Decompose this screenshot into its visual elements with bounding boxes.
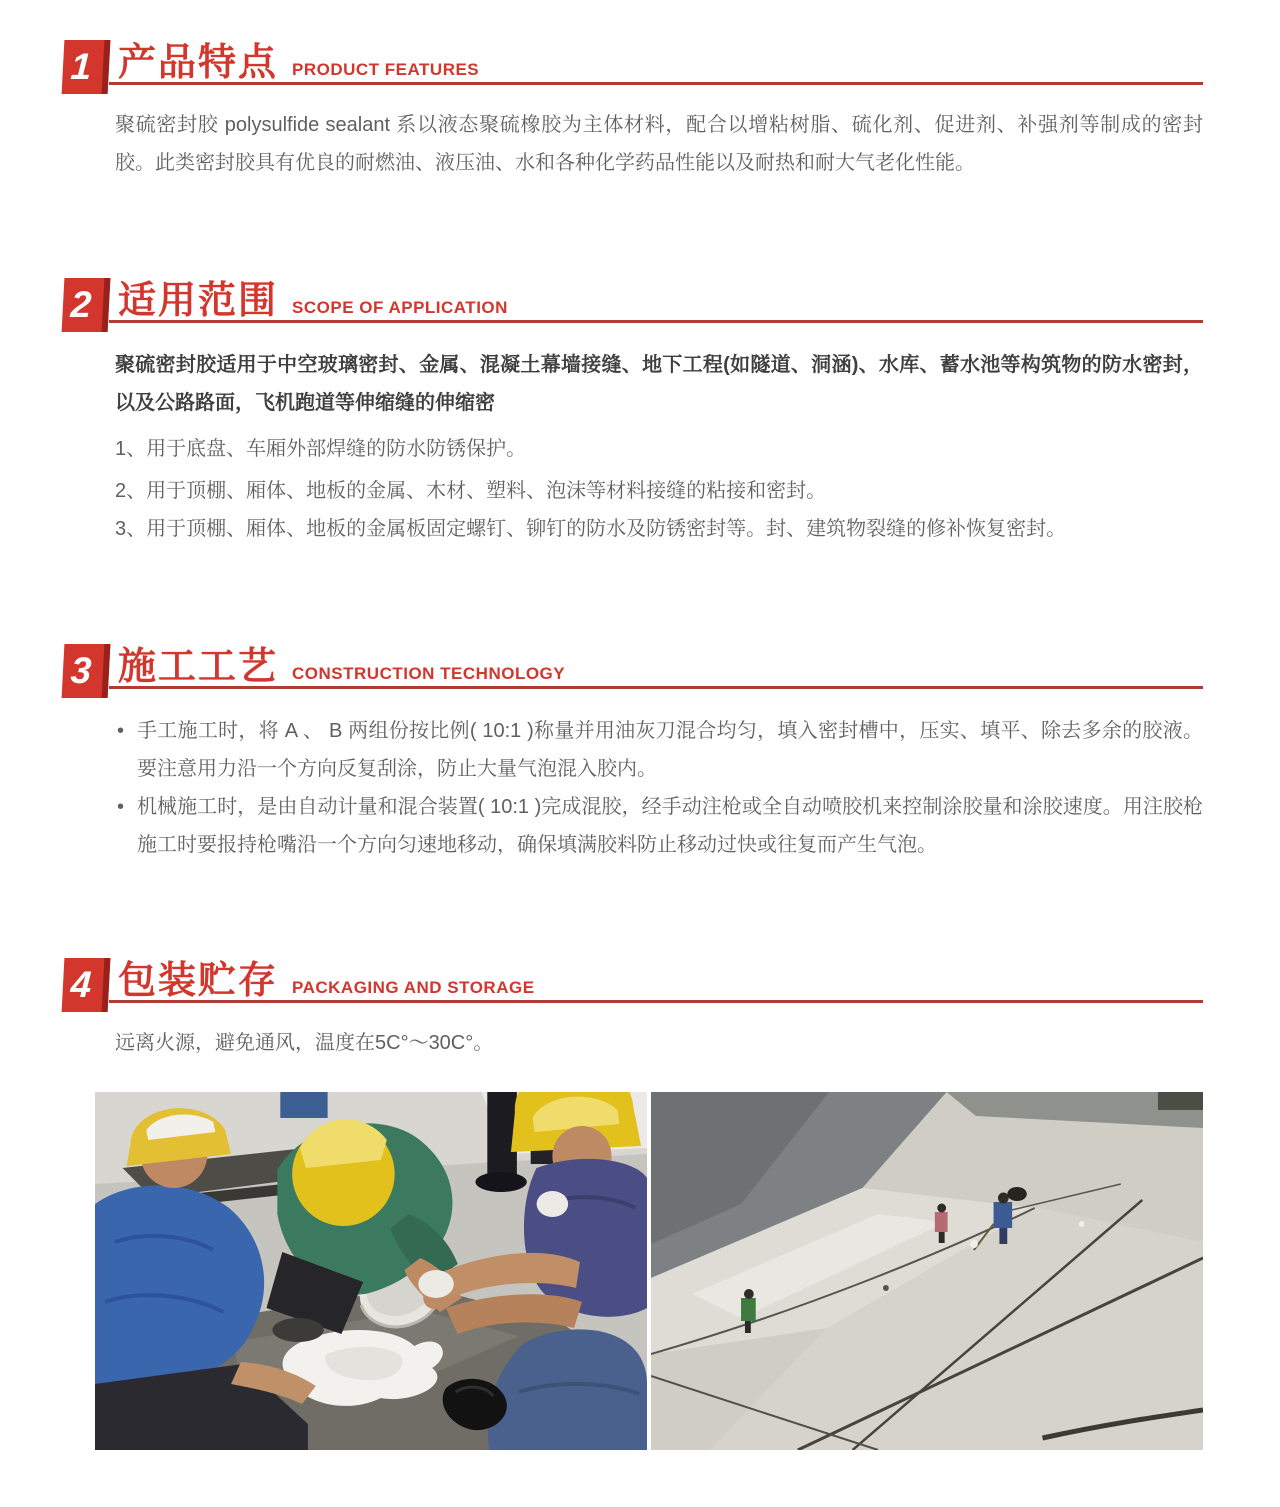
section-number-badge bbox=[62, 644, 111, 698]
section-title-cn: 适用范围 bbox=[118, 280, 279, 322]
workers-mixing-sealant-image bbox=[95, 1092, 647, 1450]
section-number: 4 bbox=[69, 964, 93, 1005]
section-header bbox=[63, 644, 1203, 698]
section-header bbox=[63, 40, 1203, 94]
section-title-cn: 施工工艺 bbox=[118, 646, 279, 688]
section-scope-of-application bbox=[63, 278, 1203, 548]
section-product-features bbox=[63, 40, 1203, 182]
features-paragraph: 聚硫密封胶 polysulfide sealant 系以液态聚硫橡胶为主体材料，配合以增粘树脂、硫化剂、促进剂、补强剂等制成的密封胶。此类密封胶具有优良的耐燃油、液压油、水和各种化学药品性能以及耐热和耐大气老化性能。 bbox=[115, 114, 1203, 174]
section-number: 2 bbox=[69, 284, 93, 325]
section-title-cn: 产品特点 bbox=[118, 42, 279, 84]
section-construction-technology bbox=[63, 644, 1203, 864]
list-item: 3、用于顶棚、厢体、地板的金属板固定螺钉、铆钉的防水及防锈密封等。封、建筑物裂缝的修补恢复密封。 bbox=[115, 518, 1067, 540]
section-title-en: PACKAGING AND STORAGE bbox=[292, 978, 535, 997]
bullet-item: • 手工施工时，将 A 、 B 两组份按比例( 10:1 )称量并用油灰刀混合均匀，填入密封槽中，压实、填平、除去多余的胶液。要注意用力沿一个方向反复刮涂，防止大量气泡混入胶内。 bbox=[115, 712, 1203, 788]
section-packaging-and-storage bbox=[63, 958, 1203, 1062]
section-number-badge bbox=[62, 40, 111, 94]
storage-paragraph: 远离火源，避免通风，温度在5C°～30C°。 bbox=[115, 1032, 494, 1054]
construction-bullet-list bbox=[115, 712, 1203, 864]
section-title-en: CONSTRUCTION TECHNOLOGY bbox=[292, 664, 566, 683]
section-number-badge bbox=[62, 278, 111, 332]
section-title-en: SCOPE OF APPLICATION bbox=[292, 298, 508, 317]
section-header bbox=[63, 278, 1203, 332]
section-title-cn: 包装贮存 bbox=[118, 960, 279, 1002]
scope-lead-paragraph: 聚硫密封胶适用于中空玻璃密封、金属、混凝土幕墙接缝、地下工程(如隧道、洞涵)、水库、蓄水池等构筑物的防水密封，以及公路路面，飞机跑道等伸缩缝的伸缩密 bbox=[115, 354, 1203, 414]
section-number: 1 bbox=[69, 46, 93, 87]
dam-slope-joint-sealing-photo bbox=[651, 1092, 1203, 1450]
list-item: 1、用于底盘、车厢外部焊缝的防水防锈保护。 bbox=[115, 438, 527, 460]
workers-mixing-sealant-photo bbox=[95, 1092, 647, 1450]
section-number-badge bbox=[62, 958, 111, 1012]
dam-slope-joint-sealing-image bbox=[651, 1092, 1203, 1450]
section-header bbox=[63, 958, 1203, 1012]
scope-numbered-list bbox=[115, 430, 1203, 548]
section-title-en: PRODUCT FEATURES bbox=[292, 60, 480, 79]
section-number: 3 bbox=[69, 650, 93, 691]
photo-row bbox=[95, 1092, 1203, 1450]
bullet-item: • 机械施工时，是由自动计量和混合装置( 10:1 )完成混胶，经手动注枪或全自动喷胶机来控制涂胶量和涂胶速度。用注胶枪施工时要报持枪嘴沿一个方向匀速地移动，确保填满胶料防止移动过快或往复而产生气泡。 bbox=[115, 788, 1203, 864]
list-item: 2、用于顶棚、厢体、地板的金属、木材、塑料、泡沫等材料接缝的粘接和密封。 bbox=[115, 480, 827, 502]
